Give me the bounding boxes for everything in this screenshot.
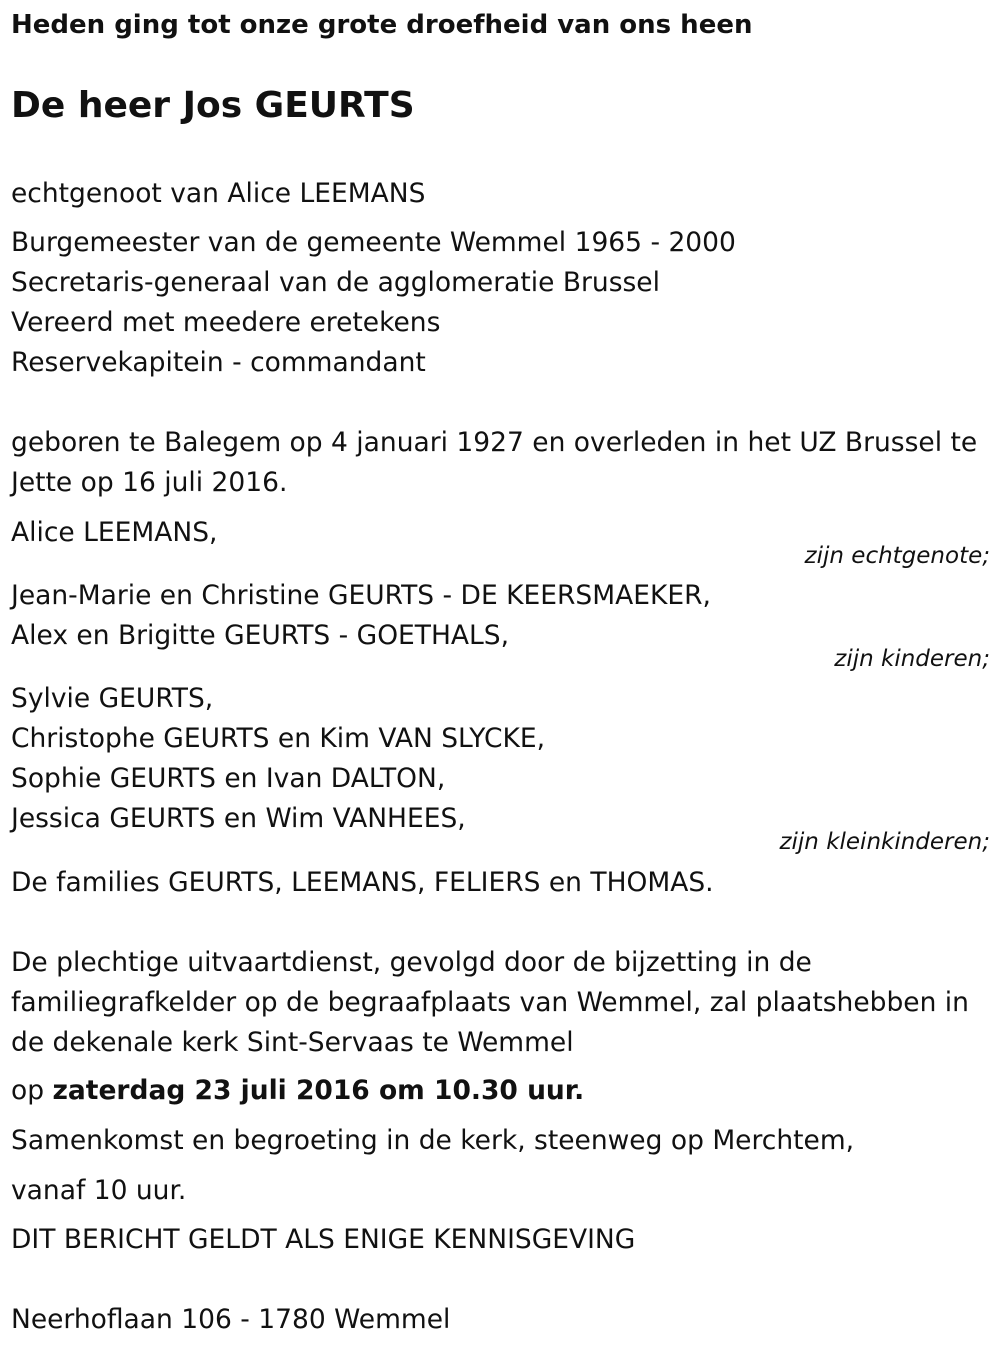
families-line: De families GEURTS, LEEMANS, FELIERS en THOMAS. bbox=[11, 867, 714, 898]
gathering-time: vanaf 10 uur. bbox=[11, 1175, 187, 1206]
intro-heading: Heden ging tot onze grote droefheid van ons heen bbox=[11, 10, 753, 40]
grandchild-mourner: Christophe GEURTS en Kim VAN SLYCKE, bbox=[11, 723, 546, 754]
notice-line: DIT BERICHT GELDT ALS ENIGE KENNISGEVING bbox=[11, 1224, 636, 1255]
service-line: familiegrafkelder op de begraafplaats van Wemmel, zal plaatshebben in bbox=[11, 987, 969, 1018]
deceased-name: De heer Jos GEURTS bbox=[11, 85, 415, 126]
grandchild-mourner: Jessica GEURTS en Wim VANHEES, bbox=[11, 803, 466, 834]
spouse-mourner: Alice LEEMANS, bbox=[11, 517, 218, 548]
address-line: Neerhoflaan 106 - 1780 Wemmel bbox=[11, 1304, 451, 1335]
title-line: Burgemeester van de gemeente Wemmel 1965 - 2000 bbox=[11, 227, 736, 258]
spouse-line: echtgenoot van Alice LEEMANS bbox=[11, 178, 426, 209]
birth-death-line: Jette op 16 juli 2016. bbox=[11, 467, 288, 498]
service-date: zaterdag 23 juli 2016 om 10.30 uur. bbox=[52, 1075, 585, 1106]
child-mourner: Alex en Brigitte GEURTS - GOETHALS, bbox=[11, 620, 510, 651]
child-mourner: Jean-Marie en Christine GEURTS - DE KEERSMAEKER, bbox=[11, 580, 711, 611]
service-line: De plechtige uitvaartdienst, gevolgd door de bijzetting in de bbox=[11, 947, 812, 978]
spouse-relation: zijn echtgenote; bbox=[804, 543, 990, 569]
service-date-prefix: op bbox=[11, 1075, 45, 1106]
grandchild-mourner: Sophie GEURTS en Ivan DALTON, bbox=[11, 763, 446, 794]
service-line: de dekenale kerk Sint-Servaas te Wemmel bbox=[11, 1027, 574, 1058]
children-relation: zijn kinderen; bbox=[834, 646, 990, 672]
title-line: Vereerd met meedere eretekens bbox=[11, 307, 441, 338]
birth-death-line: geboren te Balegem op 4 januari 1927 en overleden in het UZ Brussel te bbox=[11, 427, 978, 458]
title-line: Reservekapitein - commandant bbox=[11, 347, 426, 378]
grandchildren-relation: zijn kleinkinderen; bbox=[779, 829, 990, 855]
title-line: Secretaris-generaal van de agglomeratie Brussel bbox=[11, 267, 660, 298]
service-date-line bbox=[11, 1075, 585, 1106]
gathering-line: Samenkomst en begroeting in de kerk, steenweg op Merchtem, bbox=[11, 1125, 855, 1156]
grandchild-mourner: Sylvie GEURTS, bbox=[11, 683, 214, 714]
